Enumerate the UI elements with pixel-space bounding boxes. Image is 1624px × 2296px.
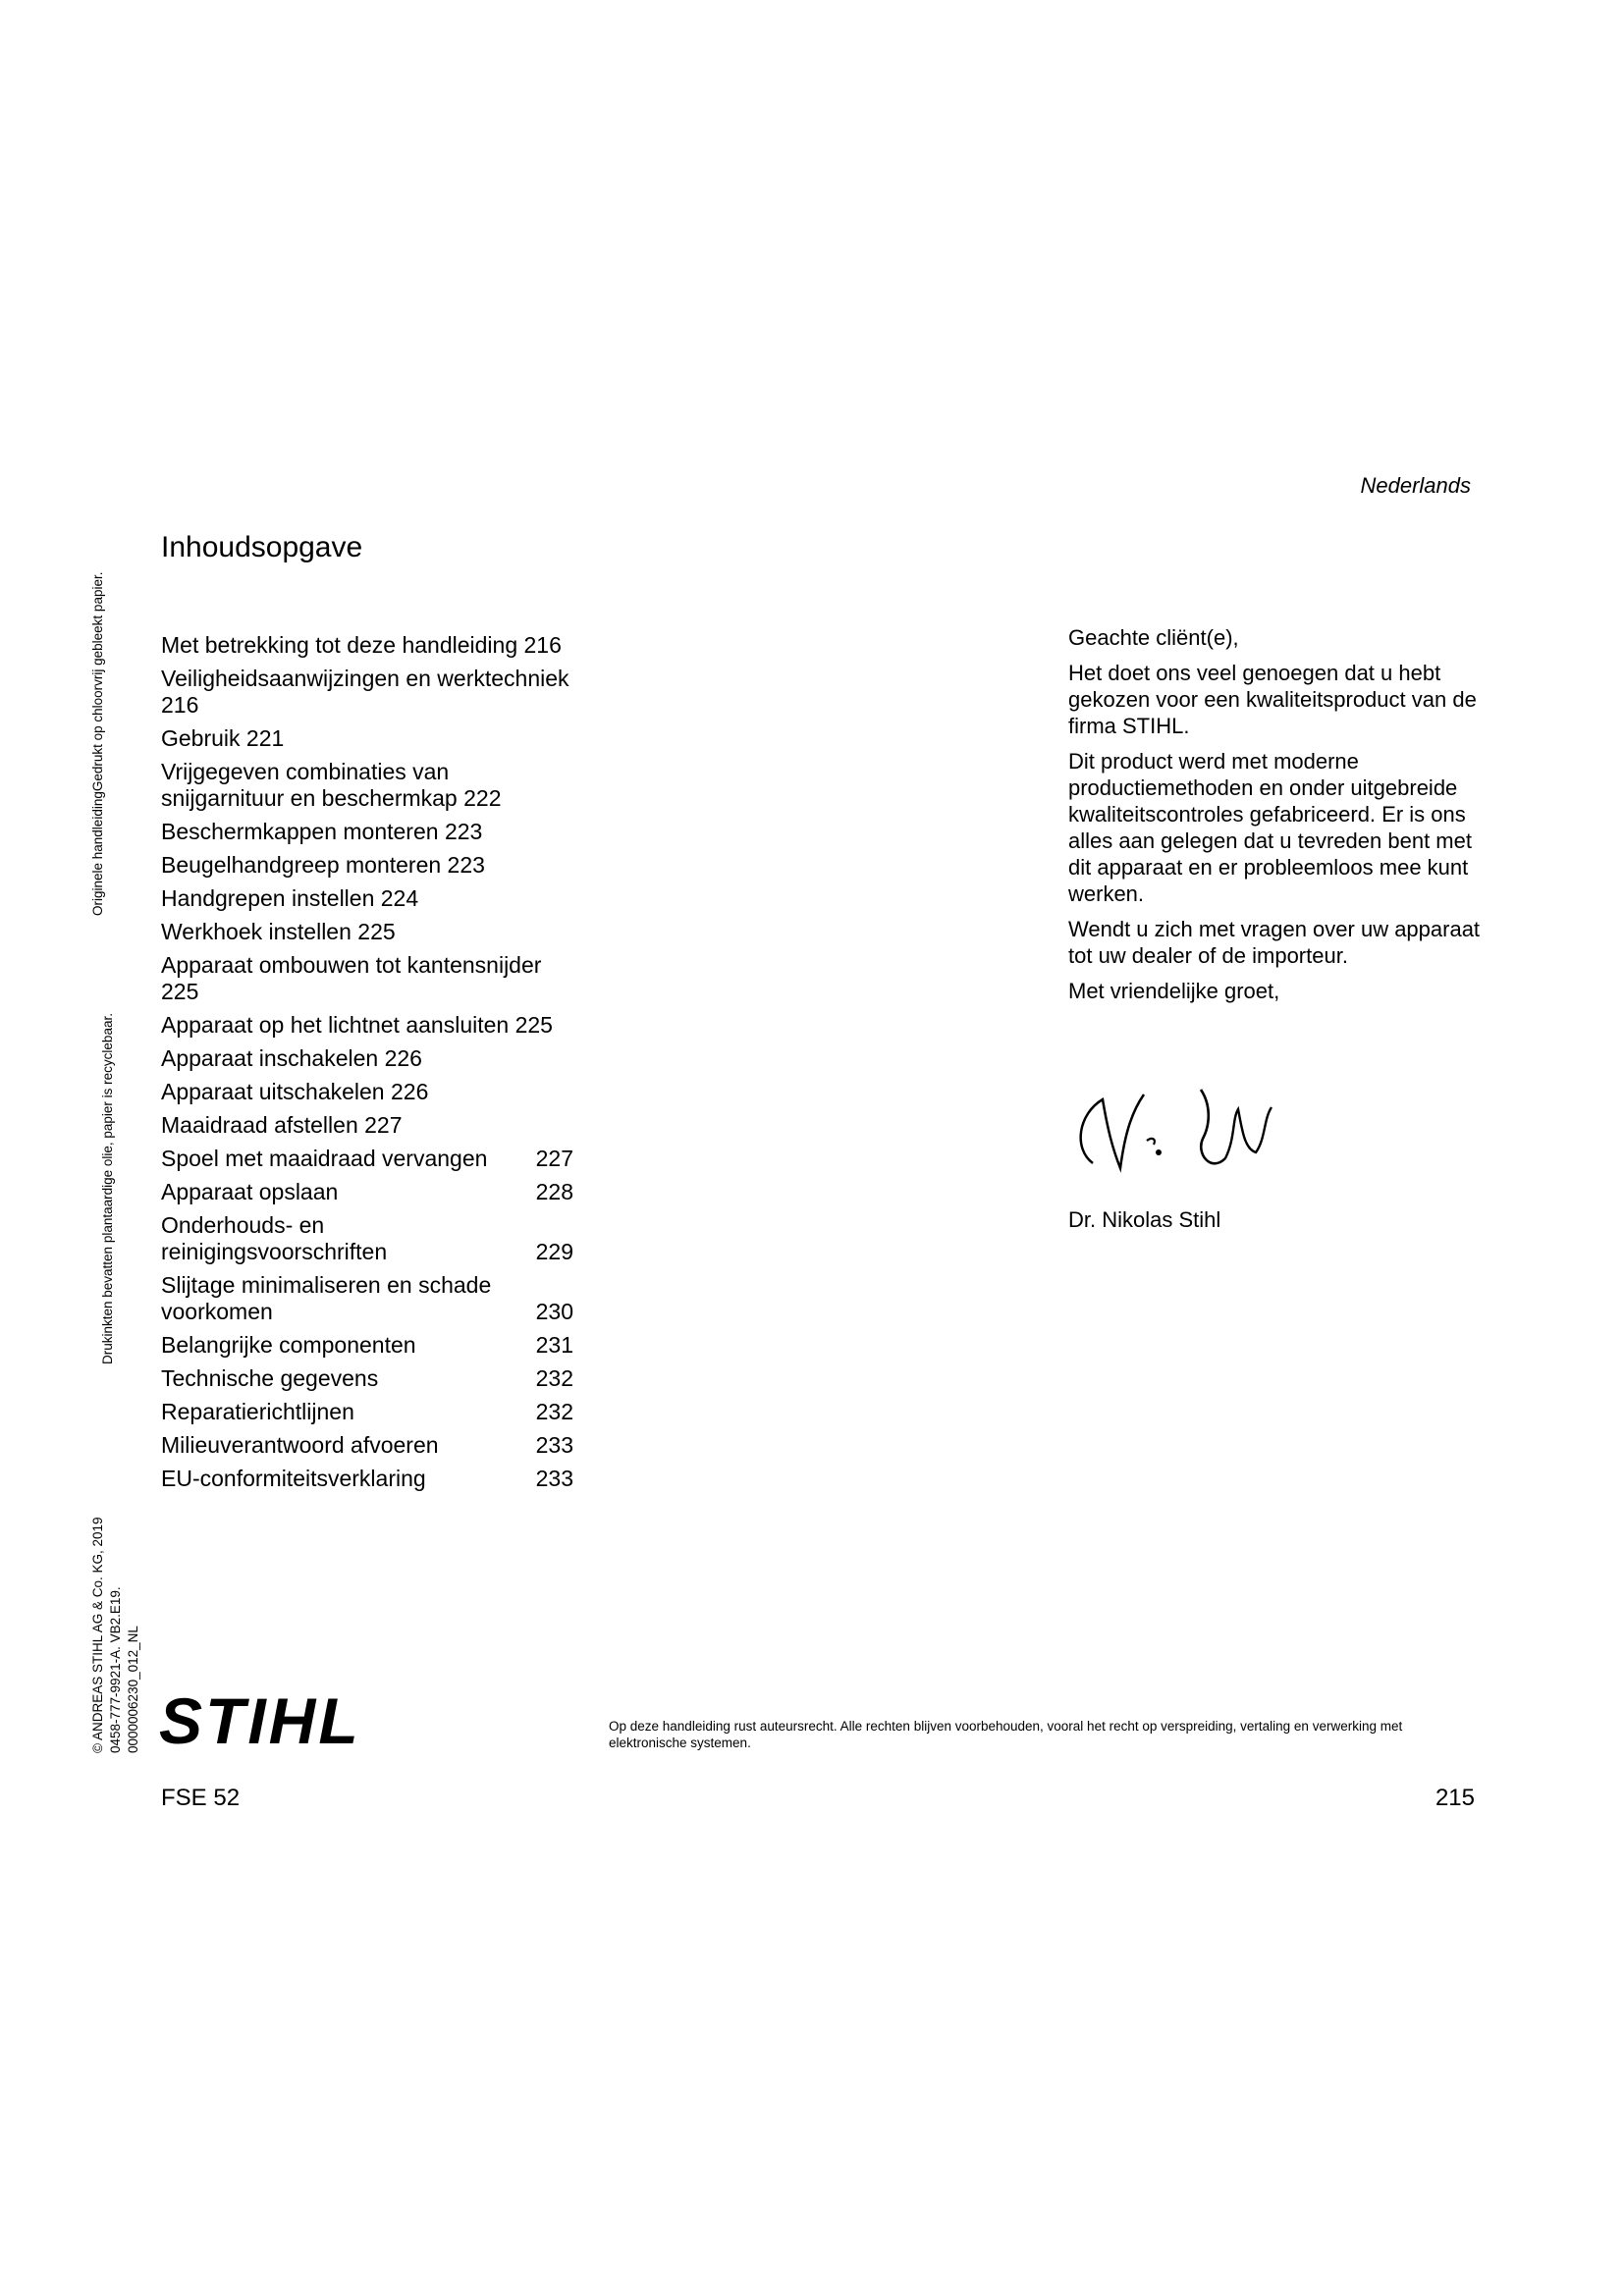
toc-item[interactable] [161,1146,573,1172]
toc-item-page: 230 [535,1299,573,1324]
toc-item[interactable] [161,1332,573,1359]
letter-paragraph: Het doet ons veel genoegen dat u hebt gekozen voor een kwaliteitsproduct van de firma STIHL. [1068,661,1477,738]
toc-item-title: Apparaat op het lichtnet aansluiten 225 [161,1012,553,1038]
toc-title: Inhoudsopgave [161,531,363,563]
toc-item-title: Onderhouds- en reinigingsvoorschriften [161,1212,388,1264]
toc-item-title: Apparaat opslaan [161,1179,339,1204]
toc-item[interactable] [161,1432,573,1459]
document-code: 0458-777-9921-A. VB2.E19. [108,1586,123,1753]
toc-item-title: Technische gegevens [161,1365,379,1391]
model-name: FSE 52 [161,1785,241,1811]
toc-item-title: Apparaat uitschakelen 226 [161,1079,429,1104]
toc-item-title: Werkhoek instellen 225 [161,919,396,944]
toc-item[interactable] [161,919,573,945]
copyright-note: © ANDREAS STIHL AG & Co. KG, 2019 [90,1517,105,1753]
toc-item-page: 229 [535,1239,573,1264]
toc-item-title: Apparaat ombouwen tot kantensnijder 225 [161,952,542,1004]
toc-item[interactable] [161,885,573,912]
toc-item-title: Slijtage minimaliseren en schade voorkomen [161,1272,492,1324]
page-number: 215 [1435,1785,1475,1811]
toc-item-title: Milieuverantwoord afvoeren [161,1432,439,1458]
toc-item-title: Reparatierichtlijnen [161,1399,354,1424]
toc-item-title: Maaidraad afstellen 227 [161,1112,403,1138]
toc-item-title: Belangrijke componenten [161,1332,416,1358]
toc-item-page: 233 [535,1432,573,1458]
toc-item-page: 233 [535,1466,573,1491]
margin-note-paper: Originele handleidingGedrukt op chloorvrij gebleekt papier. [90,571,105,916]
toc-item-title: Met betrekking tot deze handleiding 216 [161,632,562,658]
toc-item-page: 232 [535,1365,573,1391]
toc-item[interactable] [161,1045,573,1072]
toc-item[interactable] [161,1112,573,1139]
salutation: Geachte cliënt(e), [1068,625,1239,650]
toc-item[interactable] [161,1179,573,1205]
toc-item-title: Spoel met maaidraad vervangen [161,1146,488,1171]
toc-item[interactable] [161,1079,573,1105]
toc-item[interactable] [161,759,573,812]
toc-item[interactable] [161,952,573,1005]
table-of-contents [161,632,573,1499]
toc-item[interactable] [161,852,573,879]
toc-item-page: 231 [535,1332,573,1358]
toc-item[interactable] [161,1399,573,1425]
toc-item[interactable] [161,1365,573,1392]
signature-image [1063,1080,1281,1188]
toc-item[interactable] [161,725,573,752]
margin-note-ink: Drukinkten bevatten plantaardige olie, papier is recyclebaar. [100,1013,115,1364]
toc-item-page: 228 [535,1179,573,1204]
toc-item-title: Apparaat inschakelen 226 [161,1045,422,1071]
toc-item[interactable] [161,1272,573,1325]
toc-item[interactable] [161,1466,573,1492]
stihl-logo [159,1690,383,1753]
toc-item-title: Beugelhandgreep monteren 223 [161,852,485,878]
language-label: Nederlands [1360,473,1471,498]
toc-item-title: Gebruik 221 [161,725,285,751]
toc-item[interactable] [161,819,573,845]
letter-block [1068,624,1481,1013]
closing: Met vriendelijke groet, [1068,979,1280,1003]
letter-paragraph: Wendt u zich met vragen over uw apparaat tot uw dealer of de importeur. [1068,917,1481,968]
toc-item[interactable] [161,666,573,719]
svg-text:STIHL: STIHL [159,1690,361,1753]
toc-item-page: 232 [535,1399,573,1424]
toc-item-title: EU-conformiteitsverklaring [161,1466,426,1491]
toc-item-title: Veiligheidsaanwijzingen en werktechniek 216 [161,666,569,718]
signer-name: Dr. Nikolas Stihl [1068,1207,1221,1232]
toc-item-title: Vrijgegeven combinaties van snijgarnituur en beschermkap 222 [161,759,502,811]
toc-item-title: Beschermkappen monteren 223 [161,819,483,844]
toc-item-page: 227 [535,1146,573,1171]
toc-item[interactable] [161,1212,573,1265]
toc-item[interactable] [161,1012,573,1039]
toc-item[interactable] [161,632,573,659]
toc-item-title: Handgrepen instellen 224 [161,885,419,911]
letter-paragraph: Dit product werd met moderne productiemethoden en onder uitgebreide kwaliteitscontroles gefabriceerd. Er is ons alles aan gelegen dat u tevreden bent met dit apparaat en er probleemloos mee kunt werken. [1068,749,1472,906]
document-id: 0000006230_012_NL [126,1626,140,1753]
copyright-notice: Op deze handleiding rust auteursrecht. Alle rechten blijven voorbehouden, vooral het recht op verspreiding, vertaling en verwerking met elektronische systemen. [609,1719,1403,1750]
